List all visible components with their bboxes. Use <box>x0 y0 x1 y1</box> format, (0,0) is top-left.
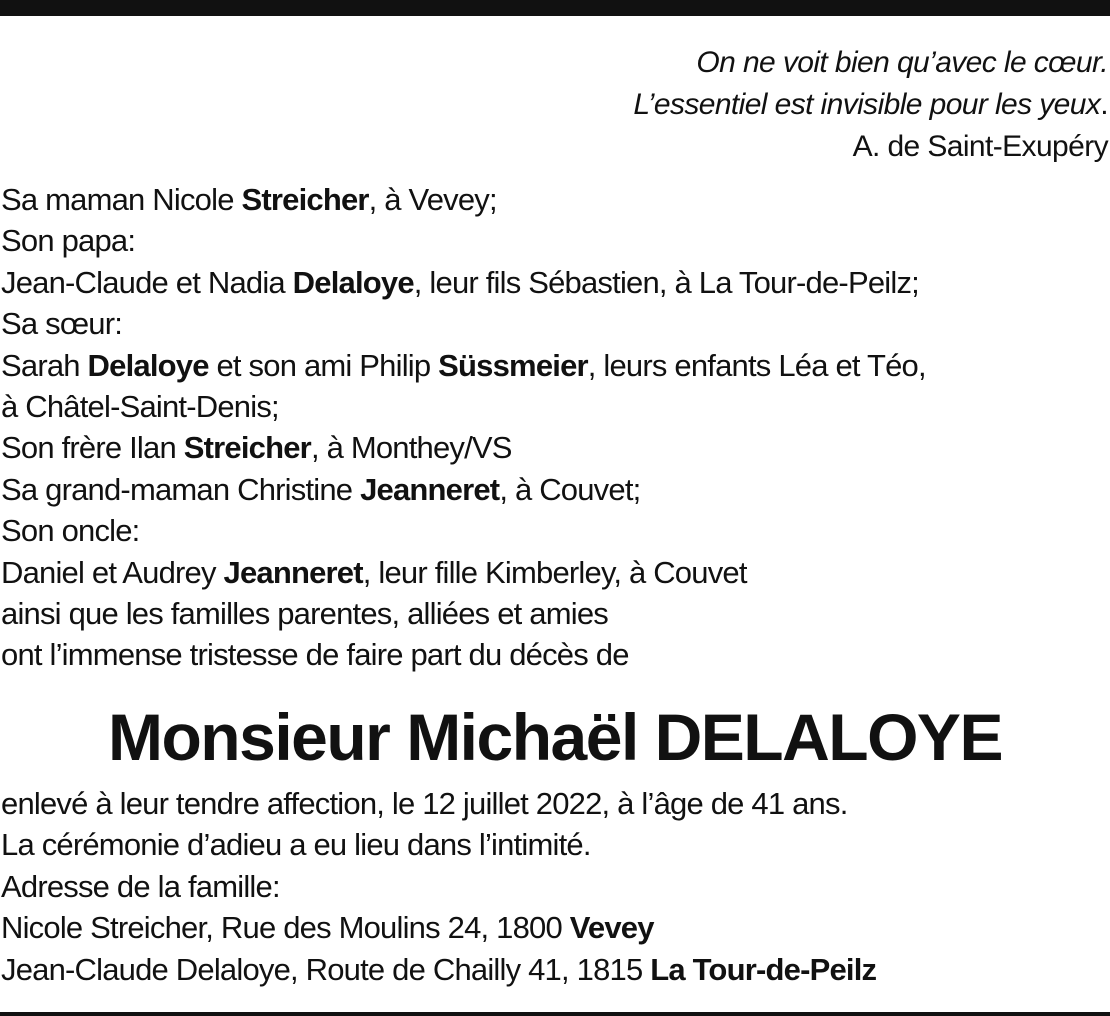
closing-address-1 <box>1 907 1101 948</box>
text: Jean-Claude et Nadia <box>1 264 293 300</box>
text: Sarah <box>1 347 88 383</box>
family-line-announcement: ont l’immense tristesse de faire part du décès de <box>1 637 629 673</box>
text: Jean-Claude Delaloye, Route de Chailly 41, 1815 <box>1 951 651 987</box>
quote-author: A. de Saint-Exupéry <box>852 130 1108 163</box>
family-line-grandmother <box>1 469 1101 510</box>
text: , à Couvet; <box>499 471 641 507</box>
text: , à Monthey/VS <box>310 430 512 466</box>
surname: Streicher <box>183 430 311 466</box>
surname: Jeanneret <box>223 554 363 590</box>
deceased-name-heading: Monsieur Michaël DELALOYE <box>108 700 1002 774</box>
closing-line-address-heading: Adresse de la famille: <box>1 868 280 904</box>
text: , leur fille Kimberley, à Couvet <box>362 554 747 590</box>
quote-line-2-period: . <box>1100 88 1108 121</box>
family-list <box>1 179 1101 676</box>
quote-line-2-text: L’essentiel est invisible pour les yeux <box>633 88 1101 121</box>
family-line-sister-place: à Châtel-Saint-Denis; <box>1 389 279 425</box>
surname: Süssmeier <box>438 347 588 383</box>
family-line-father-heading: Son papa: <box>1 223 136 259</box>
closing-line-ceremony: La cérémonie d’adieu a eu lieu dans l’intimité. <box>1 827 591 863</box>
surname: Streicher <box>241 182 369 217</box>
closing-line-date: enlevé à leur tendre affection, le 12 juillet 2022, à l’âge de 41 ans. <box>1 786 848 821</box>
quote-line-1: On ne voit bien qu’avec le cœur. <box>696 46 1108 79</box>
city: Vevey <box>569 910 654 946</box>
text: Nicole Streicher, Rue des Moulins 24, 1800 <box>1 910 570 946</box>
family-line-uncle-heading: Son oncle: <box>1 513 140 549</box>
quote-line-2 <box>633 84 1108 126</box>
family-line-mother <box>1 179 1101 220</box>
surname: Delaloye <box>292 264 414 300</box>
text: Son frère Ilan <box>1 430 184 466</box>
surname: Jeanneret <box>360 471 500 507</box>
city: La Tour-de-Peilz <box>650 951 877 987</box>
text: Sa grand-maman Christine <box>1 471 361 507</box>
epigraph-quote <box>633 42 1108 168</box>
text: Daniel et Audrey <box>1 554 224 590</box>
family-line-sister <box>1 345 1101 386</box>
family-line-relatives: ainsi que les familles parentes, alliées et amies <box>1 596 608 632</box>
surname: Delaloye <box>87 347 209 383</box>
family-line-brother <box>1 427 1101 468</box>
text: , à Vevey; <box>368 182 497 217</box>
text: et son ami Philip <box>208 347 439 383</box>
closing-block <box>1 783 1101 990</box>
bottom-border-rule <box>0 1012 1110 1016</box>
closing-address-2 <box>1 949 1101 990</box>
family-line-sister-heading: Sa sœur: <box>1 306 123 342</box>
family-line-uncle <box>1 552 1101 593</box>
family-line-father <box>1 262 1101 303</box>
text: , leurs enfants Léa et Téo, <box>587 347 926 383</box>
text: Sa maman Nicole <box>1 182 242 217</box>
text: , leur fils Sébastien, à La Tour-de-Peilz; <box>413 264 919 300</box>
top-border-rule <box>0 0 1110 16</box>
